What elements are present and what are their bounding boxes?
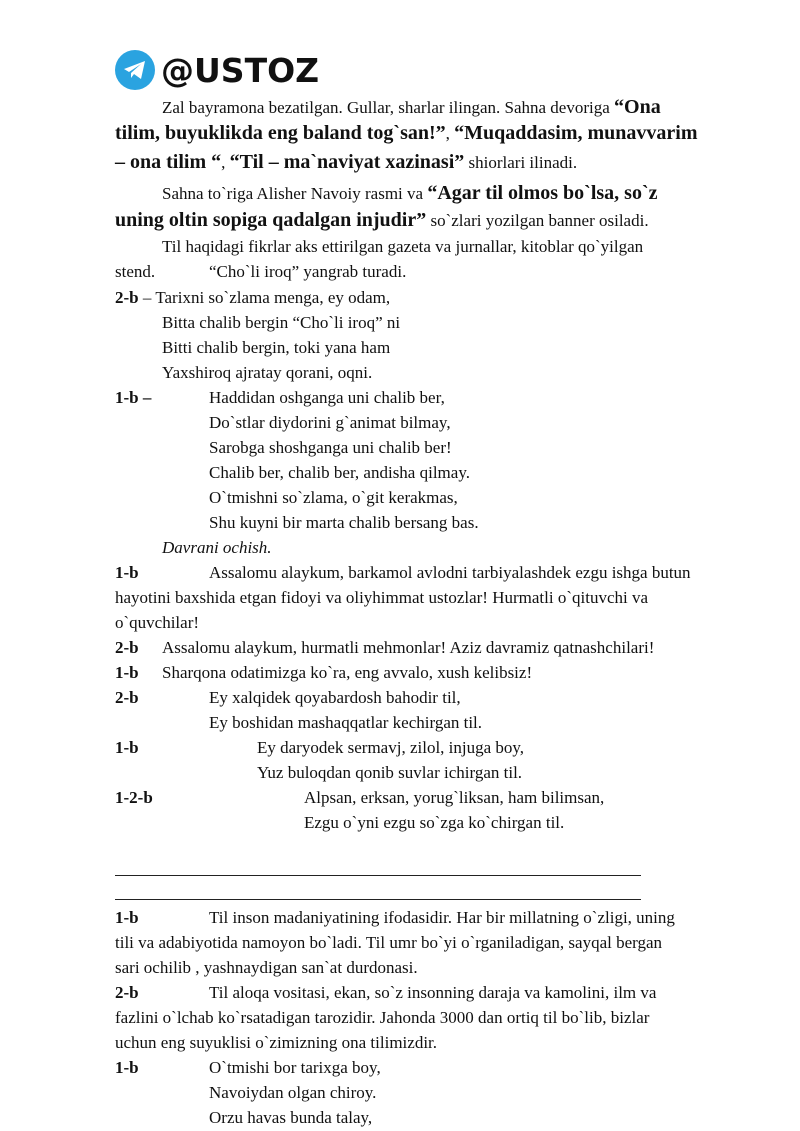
speaker-label: 2-b	[115, 983, 139, 1002]
verse-line: Ey xalqidek qoyabardosh bahodir til,	[209, 688, 461, 707]
verse-line: Ezgu o`yni ezgu so`zga ko`chirgan til.	[304, 813, 565, 832]
paragraph-1-line-1	[162, 97, 661, 117]
verse-line: Yaxshiroq ajratay qorani, oqni.	[162, 363, 373, 382]
speech-line: Sharqona odatimizga ko`ra, eng avvalo, xush kelibsiz!	[162, 663, 533, 682]
paragraph-3-line-2b: “Cho`li iroq” yangrab turadi.	[209, 262, 407, 281]
paragraph-3-line-1: Til haqidagi fikrlar aks ettirilgan gazeta va jurnallar, kitoblar qo`yilgan	[162, 237, 644, 256]
speech-line: uchun eng suyuklisi o`zimizning ona tilimizdir.	[115, 1033, 438, 1052]
quote: uning oltin sopiga qadalgan injudir”	[115, 209, 427, 231]
text: – Tarixni so`zlama menga, ey odam,	[138, 288, 391, 307]
ustoz-logo	[115, 50, 319, 90]
speaker-line	[115, 289, 390, 306]
verse-line: Bitta chalib bergin “Cho`li iroq” ni	[162, 313, 401, 332]
quote: “Agar til olmos bo`lsa, so`z	[427, 182, 658, 204]
slogan: – ona tilim “	[115, 151, 222, 173]
speech-line: hayotini baxshida etgan fidoyi va oliyhimmat ustozlar! Hurmatli o`qituvchi va	[115, 588, 649, 607]
verse-line: Haddidan oshganga uni chalib ber,	[209, 388, 445, 407]
speaker-label: 2-b	[115, 288, 139, 307]
verse-line: Sarobga shoshganga uni chalib ber!	[209, 438, 452, 457]
verse-line: Shu kuyni bir marta chalib bersang bas.	[209, 513, 479, 532]
speaker-label: 2-b	[115, 688, 139, 707]
speaker-label: 1-b	[115, 663, 139, 682]
speech-line: Til inson madaniyatining ifodasidir. Har bir millatning o`zligi, uning	[209, 908, 675, 927]
speech-line: tili va adabiyotida namoyon bo`ladi. Til umr bo`yi o`rganiladigan, sayqal bergan	[115, 933, 663, 952]
speaker-label: 1-b	[115, 908, 139, 927]
verse-line: Orzu havas bunda talay,	[209, 1108, 373, 1127]
speech-line: fazlini o`lchab ko`rsatadigan tarozidir. Jahonda 3000 dan ortiq til bo`lib, bizlar	[115, 1008, 650, 1027]
speaker-label: 1-b	[115, 1058, 139, 1077]
verse-line: Chalib ber, chalib ber, andisha qilmay.	[209, 463, 470, 482]
text: so`zlari yozilgan banner osiladi.	[426, 211, 649, 230]
speaker-label: 1-b –	[115, 388, 152, 407]
verse-line: Do`stlar diydorini g`animat bilmay,	[209, 413, 451, 432]
slogan: “Til – ma`naviyat xazinasi”	[229, 151, 465, 173]
verse-line: Ey boshidan mashaqqatlar kechirgan til.	[209, 713, 483, 732]
paragraph-1-line-2	[115, 123, 698, 143]
slogan: “Muqaddasim, munavvarim	[454, 122, 698, 144]
speech-line: sari ochilib , yashnaydigan san`at durdonasi.	[115, 958, 418, 977]
paragraph-2-line-2	[115, 210, 649, 230]
verse-line: Yuz buloqdan qonib suvlar ichirgan til.	[257, 763, 523, 782]
text: ,	[221, 153, 230, 172]
speech-line: o`quvchilar!	[115, 613, 200, 632]
text: shiorlari ilinadi.	[464, 153, 578, 172]
divider	[115, 899, 641, 900]
verse-line: O`tmishi bor tarixga boy,	[209, 1058, 381, 1077]
verse-line: Ey daryodek sermavj, zilol, injuga boy,	[257, 738, 525, 757]
slogan: “Ona	[614, 96, 661, 118]
stage-direction: Davrani ochish.	[162, 538, 272, 557]
speech-line: Assalomu alaykum, hurmatli mehmonlar! Aziz davramiz qatnashchilari!	[162, 638, 655, 657]
text: Sahna to`riga Alisher Navoiy rasmi va	[162, 184, 428, 203]
speaker-label: 1-b	[115, 738, 139, 757]
paragraph-2-line-1	[162, 183, 658, 203]
speaker-label: 1-2-b	[115, 788, 153, 807]
speech-line: Til aloqa vositasi, ekan, so`z insonning daraja va kamolini, ilm va	[209, 983, 657, 1002]
speech-line: Assalomu alaykum, barkamol avlodni tarbiyalashdek ezgu ishga butun	[209, 563, 691, 582]
slogan: tilim, buyuklikda eng baland tog`san!”	[115, 122, 446, 144]
telegram-icon	[115, 50, 155, 90]
paragraph-1-line-3	[115, 152, 577, 172]
text: Zal bayramona bezatilgan. Gullar, sharlar ilingan. Sahna devoriga	[162, 98, 615, 117]
verse-line: Navoiydan olgan chiroy.	[209, 1083, 377, 1102]
verse-line: Bitti chalib bergin, toki yana ham	[162, 338, 391, 357]
speaker-label: 1-b	[115, 563, 139, 582]
text: ,	[445, 124, 455, 143]
verse-line: Alpsan, erksan, yorug`liksan, ham bilimsan,	[304, 788, 605, 807]
verse-line: O`tmishni so`zlama, o`git kerakmas,	[209, 488, 458, 507]
logo-text: @USTOZ	[161, 50, 320, 90]
speaker-label: 2-b	[115, 638, 139, 657]
divider	[115, 875, 641, 876]
paragraph-3-line-2a: stend.	[115, 262, 156, 281]
